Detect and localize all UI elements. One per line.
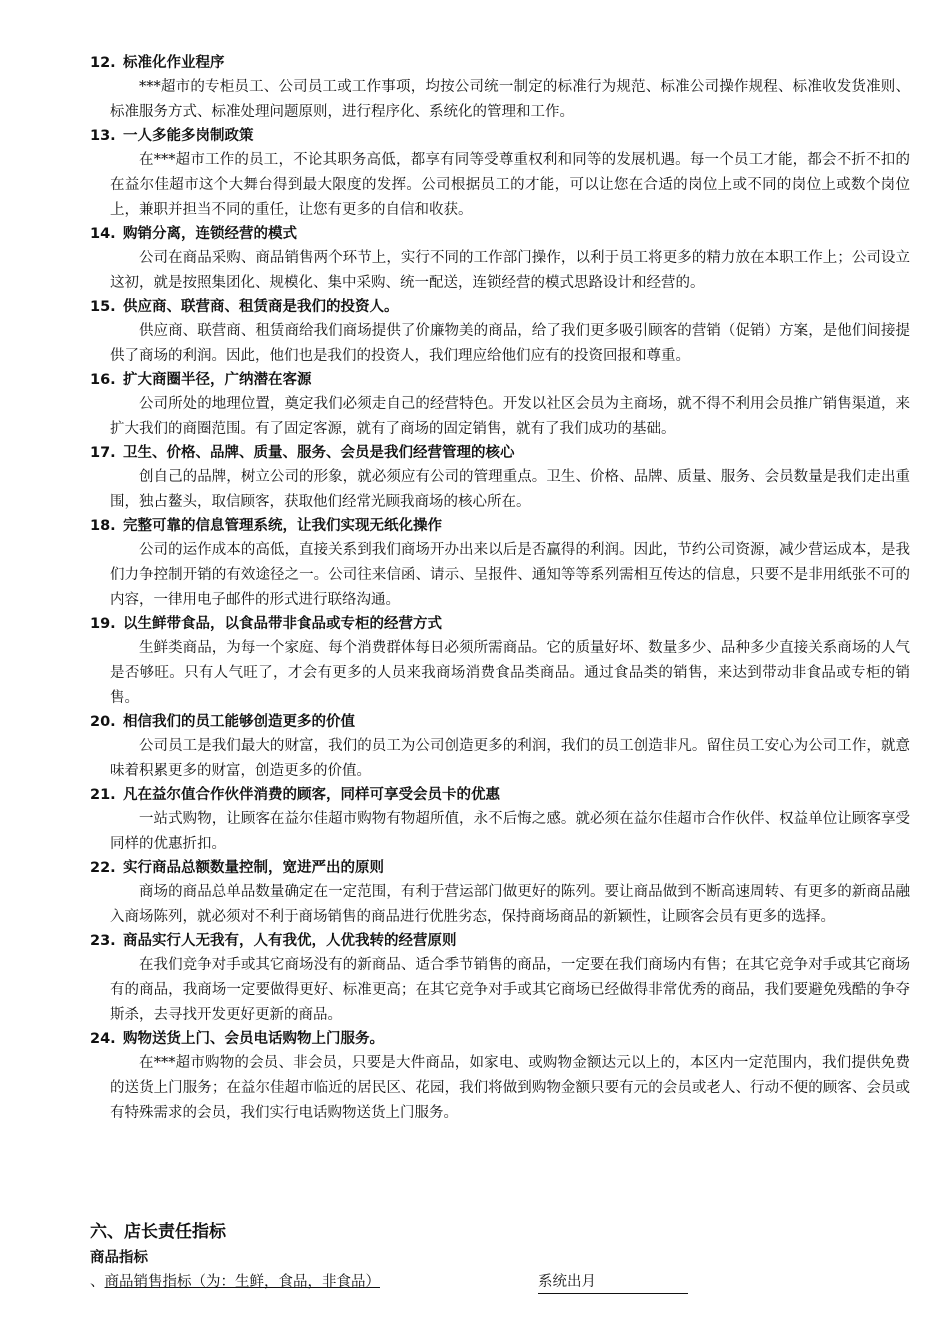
article-heading [90,296,910,319]
article-number: 17. [90,445,116,461]
article-body: 创自己的品牌，树立公司的形象，就必须应有公司的管理重点。卫生、价格、品牌、质量、服务、会员数量是我们走出重围，独占鳌头，取信顾客，获取他们经常光顾我商场的核心所在。 [110,469,910,510]
article-heading [90,515,910,538]
article-number: 14. [90,226,116,242]
article-body: 在***超市购物的会员、非会员，只要是大件商品，如家电、或购物金额达元以上的，本区内一定范围内，我们提供免费的送货上门服务；在益尔佳超市临近的居民区、花园，我们将做到购物金额只要有元的会员或老人、行动不便的顾客、会员或有特殊需求的会员，我们实行电话购物送货上门服务。 [110,1055,910,1121]
article-title: 一人多能多岗制政策 [123,128,254,144]
article-heading [90,223,910,246]
article-heading [90,711,910,734]
article-title: 卫生、价格、品牌、质量、服务、会员是我们经营管理的核心 [123,445,515,461]
article-body: ***超市的专柜员工、公司员工或工作事项，均按公司统一制定的标准行为规范、标准公司操作规程、标准收发货准则、标准服务方式、标准处理问题原则，进行程序化、系统化的管理和工作。 [110,79,910,120]
article-number: 18. [90,518,116,534]
article-heading [90,52,910,75]
article-title: 供应商、联营商、租赁商是我们的投资人。 [123,299,399,315]
article-number: 16. [90,372,116,388]
article-title: 完整可靠的信息管理系统，让我们实现无纸化操作 [123,518,442,534]
article-item [90,369,910,442]
article-item [90,711,910,784]
article-number: 13. [90,128,116,144]
article-title: 扩大商圈半径，广纳潜在客源 [123,372,312,388]
article-body: 一站式购物，让顾客在益尔佳超市购物有物超所值，永不后悔之感。就必须在益尔佳超市合作伙伴、权益单位让顾客享受同样的优惠折扣。 [110,811,910,852]
article-body: 公司所处的地理位置，奠定我们必须走自己的经营特色。开发以社区会员为主商场，就不得不利用会员推广销售渠道，来扩大我们的商圈范围。有了固定客源，就有了商场的固定销售，就有了我们成功的基础。 [110,396,910,437]
metric-tail: 系统出月 [538,1272,688,1294]
article-item [90,125,910,223]
metric-line [90,1270,910,1294]
article-item [90,857,910,930]
article-item [90,296,910,369]
article-title: 以生鲜带食品，以食品带非食品或专柜的经营方式 [123,616,442,632]
article-number: 12. [90,55,116,71]
article-item [90,613,910,711]
article-number: 21. [90,787,116,803]
subsection-title: 商品指标 [90,1250,148,1266]
article-item [90,784,910,857]
article-list [90,52,910,1126]
section-title: 六、店长责任指标 [90,1222,226,1242]
article-heading [90,930,910,953]
article-title: 实行商品总额数量控制，宽进严出的原则 [123,860,384,876]
article-number: 19. [90,616,116,632]
article-item [90,223,910,296]
article-heading [90,613,910,636]
article-body: 供应商、联营商、租赁商给我们商场提供了价廉物美的商品，给了我们更多吸引顾客的营销（促销）方案，是他们间接提供了商场的利润。因此，他们也是我们的投资人，我们理应给他们应有的投资回报和尊重。 [110,323,910,364]
article-item [90,515,910,613]
article-heading [90,369,910,392]
article-item [90,1028,910,1126]
metric-label: 商品销售指标（为：生鲜，食品，非食品） [104,1274,380,1290]
article-body: 商场的商品总单品数量确定在一定范围，有利于营运部门做更好的陈列。要让商品做到不断高速周转、有更多的新商品融入商场陈列，就必须对不利于商场销售的商品进行优胜劣态，保持商场商品的新颖性，让顾客会员有更多的选择。 [110,884,910,925]
article-number: 23. [90,933,116,949]
article-body: 在我们竞争对手或其它商场没有的新商品、适合季节销售的商品，一定要在我们商场内有售；在其它竞争对手或其它商场有的商品，我商场一定要做得更好、标准更高；在其它竞争对手或其它商场已经做得非常优秀的商品，我们要避免残酷的争夺斯杀，去寻找开发更好更新的商品。 [110,957,910,1023]
article-title: 购物送货上门、会员电话购物上门服务。 [123,1031,384,1047]
article-body: 公司的运作成本的高低，直接关系到我们商场开办出来以后是否赢得的利润。因此，节约公司资源，减少营运成本，是我们力争控制开销的有效途径之一。公司往来信函、请示、呈报件、通知等等系列需相互传达的信息，只要不是非用纸张不可的内容，一律用电子邮件的形式进行联络沟通。 [110,542,910,608]
article-number: 24. [90,1031,116,1047]
article-item [90,930,910,1028]
article-body: 公司员工是我们最大的财富，我们的员工为公司创造更多的利润，我们的员工创造非凡。留住员工安心为公司工作，就意味着积累更多的财富，创造更多的价值。 [110,738,910,779]
article-body: 公司在商品采购、商品销售两个环节上，实行不同的工作部门操作，以利于员工将更多的精力放在本职工作上；公司设立这初，就是按照集团化、规模化、集中采购、统一配送，连锁经营的模式思路设计和经营的。 [110,250,910,291]
article-heading [90,784,910,807]
article-heading [90,442,910,465]
article-number: 20. [90,714,116,730]
article-title: 商品实行人无我有，人有我优，人优我转的经营原则 [123,933,457,949]
article-number: 15. [90,299,116,315]
article-title: 标准化作业程序 [123,55,225,71]
article-body: 生鲜类商品，为每一个家庭、每个消费群体每日必须所需商品。它的质量好坏、数量多少、品种多少直接关系商场的人气是否够旺。只有人气旺了，才会有更多的人员来我商场消费食品类商品。通过食品类的销售，来达到带动非食品或专柜的销售。 [110,640,910,706]
article-number: 22. [90,860,116,876]
article-heading [90,857,910,880]
article-body: 在***超市工作的员工，不论其职务高低，都享有同等受尊重权利和同等的发展机遇。每一个员工才能，都会不折不扣的在益尔佳超市这个大舞台得到最大限度的发挥。公司根据员工的才能，可以让您在合适的岗位上或不同的岗位上或数个岗位上，兼职并担当不同的重任，让您有更多的自信和收获。 [110,152,910,218]
section-store-manager-indicators [90,1218,910,1294]
article-title: 凡在益尔值合作伙伴消费的顾客，同样可享受会员卡的优惠 [123,787,500,803]
article-item [90,442,910,515]
article-heading [90,125,910,148]
article-item [90,52,910,125]
article-title: 相信我们的员工能够创造更多的价值 [123,714,355,730]
metric-prefix: 、 [90,1274,105,1290]
article-title: 购销分离，连锁经营的模式 [123,226,297,242]
article-heading [90,1028,910,1051]
